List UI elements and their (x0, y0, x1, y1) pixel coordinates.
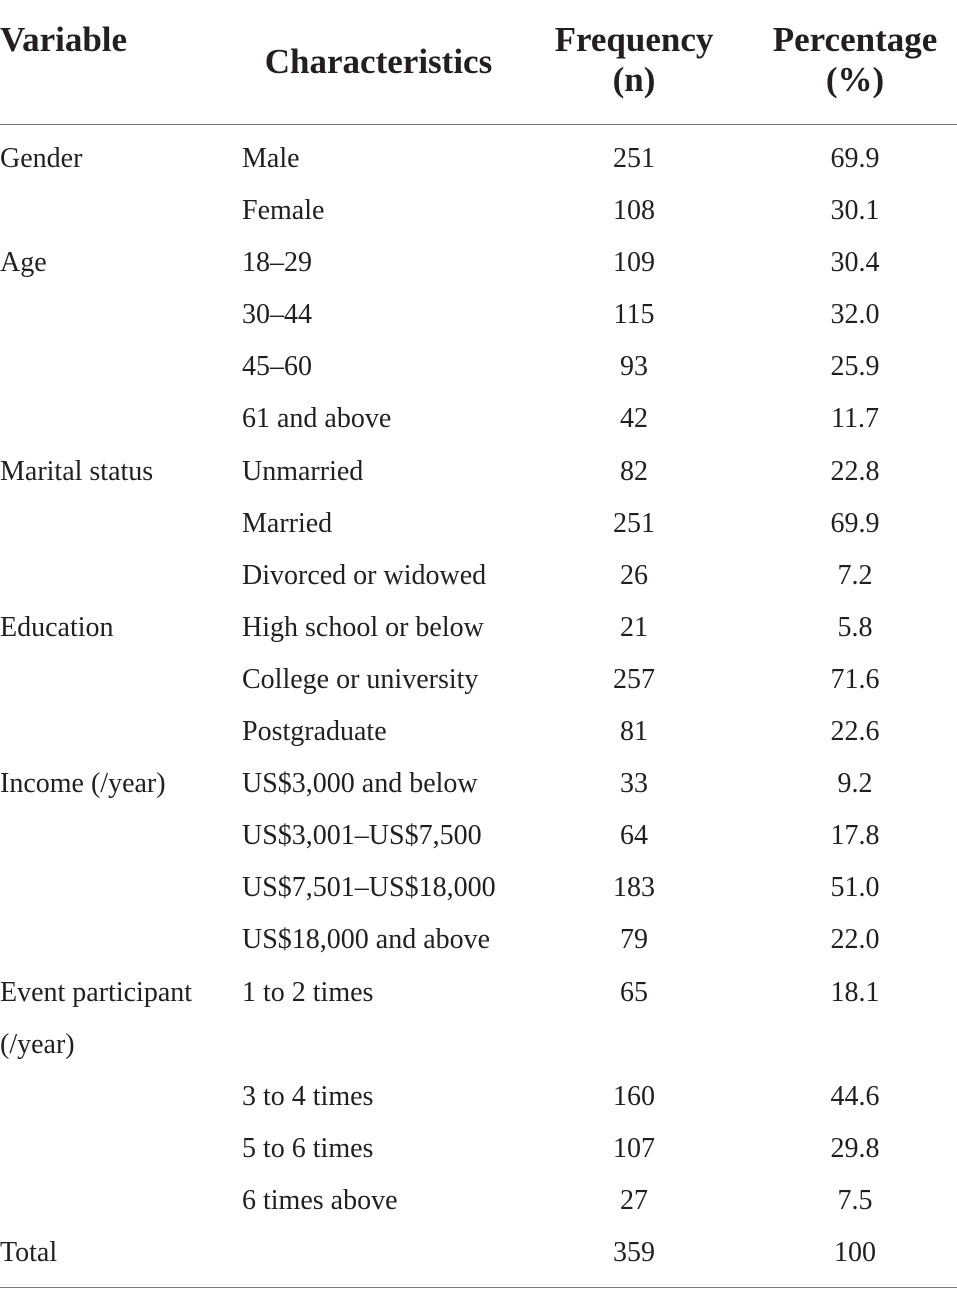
table-body (0, 125, 957, 1288)
table-row (0, 862, 957, 914)
cell-characteristic: 61 and above (242, 403, 392, 435)
cell-percentage: 22.0 (830, 924, 880, 956)
table-row (0, 498, 957, 550)
cell-percentage: 7.2 (837, 559, 873, 591)
table-row (0, 1123, 957, 1175)
cell-frequency: 33 (620, 768, 648, 800)
cell-characteristic: Married (242, 507, 333, 539)
cell-percentage: 30.4 (830, 247, 880, 279)
cell-characteristic: Divorced or widowed (242, 559, 487, 591)
header-variable: Variable (0, 20, 128, 59)
table-row (0, 289, 957, 341)
cell-frequency: 160 (613, 1080, 655, 1112)
cell-frequency: 79 (620, 924, 648, 956)
cell-percentage: 18.1 (830, 976, 880, 1008)
cell-percentage: 29.8 (830, 1132, 880, 1164)
header-percentage-line1: Percentage (772, 20, 938, 59)
cell-characteristic: 3 to 4 times (242, 1080, 374, 1112)
cell-frequency: 82 (620, 455, 648, 487)
cell-variable: Marital status (0, 455, 154, 487)
cell-percentage: 32.0 (830, 299, 880, 331)
table-row (0, 446, 957, 498)
cell-frequency: 359 (613, 1236, 655, 1268)
table-row (0, 654, 957, 706)
table-row (0, 237, 957, 289)
cell-variable: Total (0, 1236, 58, 1268)
cell-percentage: 7.5 (837, 1184, 873, 1216)
table-row (0, 602, 957, 654)
cell-characteristic: US$18,000 and above (242, 924, 491, 956)
cell-percentage: 69.9 (830, 507, 880, 539)
cell-percentage: 9.2 (837, 768, 873, 800)
table-row (0, 133, 957, 185)
cell-characteristic: Unmarried (242, 455, 364, 487)
cell-percentage: 5.8 (837, 611, 873, 643)
table-row (0, 1019, 957, 1071)
table-row (0, 967, 957, 1019)
cell-frequency: 109 (613, 247, 655, 279)
table-row (0, 706, 957, 758)
cell-frequency: 64 (620, 820, 648, 852)
cell-percentage: 22.6 (830, 716, 880, 748)
cell-frequency: 26 (620, 559, 648, 591)
cell-characteristic: US$7,501–US$18,000 (242, 872, 496, 904)
cell-characteristic: 18–29 (242, 247, 312, 279)
table-row (0, 914, 957, 966)
table-row (0, 393, 957, 445)
cell-variable: Age (0, 247, 47, 279)
cell-characteristic: 6 times above (242, 1184, 398, 1216)
table-header (0, 0, 957, 125)
cell-percentage: 44.6 (830, 1080, 880, 1112)
header-percentage-line2: (%) (825, 60, 885, 99)
cell-percentage: 30.1 (830, 195, 880, 227)
cell-frequency: 65 (620, 976, 648, 1008)
cell-percentage: 51.0 (830, 872, 880, 904)
cell-characteristic: Female (242, 195, 325, 227)
cell-frequency: 257 (613, 663, 655, 695)
cell-characteristic: 1 to 2 times (242, 976, 374, 1008)
cell-variable: (/year) (0, 1028, 75, 1060)
table-row (0, 810, 957, 862)
cell-characteristic: US$3,001–US$7,500 (242, 820, 482, 852)
cell-percentage: 17.8 (830, 820, 880, 852)
cell-characteristic: 5 to 6 times (242, 1132, 374, 1164)
table-row (0, 758, 957, 810)
cell-frequency: 183 (613, 872, 655, 904)
cell-frequency: 108 (613, 195, 655, 227)
cell-frequency: 251 (613, 143, 655, 174)
cell-variable: Event participant (0, 976, 193, 1008)
cell-characteristic: Postgraduate (242, 716, 387, 748)
cell-frequency: 251 (613, 507, 655, 539)
cell-frequency: 27 (620, 1184, 648, 1216)
cell-percentage: 25.9 (830, 351, 880, 383)
cell-characteristic: High school or below (242, 611, 484, 643)
cell-frequency: 115 (613, 299, 655, 331)
table-row (0, 1175, 957, 1227)
cell-variable: Education (0, 611, 114, 643)
cell-characteristic: 45–60 (242, 351, 312, 383)
table-row (0, 550, 957, 602)
cell-variable: Income (/year) (0, 768, 166, 800)
cell-characteristic: College or university (242, 663, 479, 695)
cell-percentage: 100 (834, 1236, 876, 1268)
cell-frequency: 81 (620, 716, 648, 748)
cell-characteristic: 30–44 (242, 299, 312, 331)
header-percentage (744, 20, 957, 100)
table-row (0, 341, 957, 393)
header-frequency-line1: Frequency (554, 20, 714, 59)
cell-percentage: 69.9 (830, 143, 880, 174)
cell-variable: Gender (0, 143, 83, 174)
header-frequency (524, 20, 744, 100)
cell-characteristic: US$3,000 and below (242, 768, 478, 800)
cell-percentage: 11.7 (831, 403, 879, 435)
cell-frequency: 21 (620, 611, 648, 643)
cell-percentage: 22.8 (830, 455, 880, 487)
table-row (0, 185, 957, 237)
cell-frequency: 107 (613, 1132, 655, 1164)
header-characteristics-label: Characteristics (264, 42, 493, 81)
cell-characteristic: Male (242, 143, 300, 174)
cell-frequency: 42 (620, 403, 648, 435)
header-frequency-line2: (n) (612, 60, 656, 99)
cell-percentage: 71.6 (830, 663, 880, 695)
table-row (0, 1227, 957, 1279)
cell-frequency: 93 (620, 351, 648, 383)
table-row (0, 1071, 957, 1123)
